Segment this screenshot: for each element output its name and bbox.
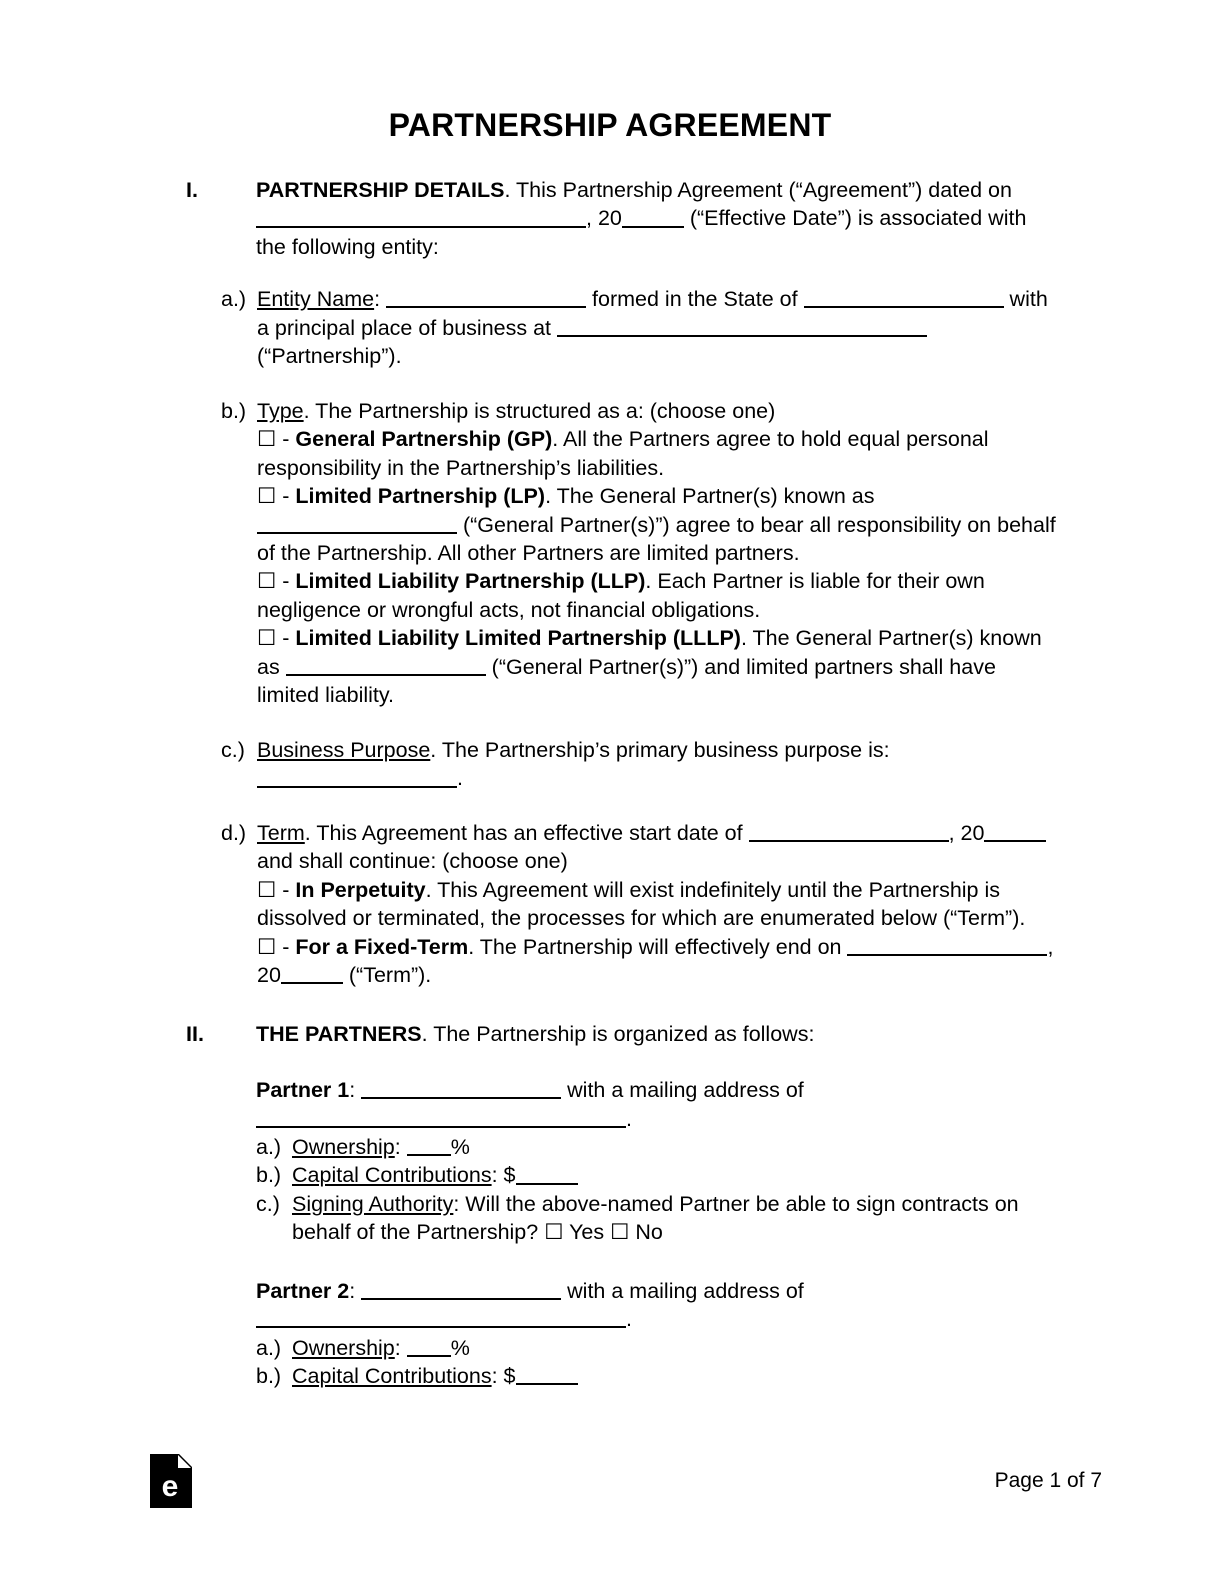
item-marker: a.) [256, 1134, 282, 1159]
item-marker: b.) [221, 398, 247, 423]
ownership-text-1: : [394, 1134, 407, 1159]
partner-1-ownership [256, 1133, 1058, 1161]
entity-address-blank[interactable] [557, 314, 927, 336]
checkbox-lp[interactable]: ☐ [257, 484, 277, 509]
option-llp-text: . Each Partner is liable for their own negligence or wrongful acts, not financial obligations. [257, 569, 985, 622]
option-dash: - [276, 569, 296, 594]
lp-general-partner-blank[interactable] [257, 511, 457, 533]
section-intro-text-3: (“Effective Date”) is associated with the following entity: [256, 206, 1027, 259]
effective-date-blank[interactable] [256, 205, 586, 227]
section-heading: THE PARTNERS [256, 1021, 422, 1046]
signing-no-label: No [629, 1220, 663, 1245]
fixed-term-end-year-blank[interactable] [281, 962, 343, 984]
ownership-text-1: : [394, 1335, 407, 1360]
checkbox-gp[interactable]: ☐ [257, 427, 277, 452]
item-body [292, 1362, 1058, 1390]
item-body [292, 1161, 1058, 1189]
checkbox-signing-no[interactable]: ☐ [610, 1220, 630, 1245]
purpose-text-2: . [457, 766, 463, 791]
item-marker: a.) [256, 1335, 282, 1360]
section-partnership-details [186, 176, 1058, 261]
option-lp-text-b: (“General Partner(s)”) agree to bear all responsibility on behalf of the Partnership. All other Partners are limited partners. [257, 512, 1056, 565]
partner-1-ownership-blank[interactable] [407, 1134, 451, 1156]
item-label: Business Purpose [257, 737, 431, 762]
logo-letter: e [161, 1470, 179, 1503]
partner-2-items [256, 1334, 1058, 1391]
option-dash: - [276, 427, 296, 452]
option-lllp [257, 624, 1058, 709]
item-marker: d.) [221, 820, 247, 845]
option-lllp-label: Limited Liability Limited Partnership (LLLP) [295, 626, 741, 651]
item-business-purpose [221, 736, 1058, 793]
option-lp-text-a: . The General Partner(s) known as [545, 484, 875, 509]
option-perpetuity-label: In Perpetuity [295, 877, 426, 902]
checkbox-llp[interactable]: ☐ [257, 569, 277, 594]
ownership-text-2: % [450, 1335, 470, 1360]
item-marker: a.) [221, 287, 247, 312]
option-general-partnership [257, 425, 1058, 482]
section-intro-text-2: , 20 [586, 206, 622, 231]
option-llp [257, 567, 1058, 624]
item-label: Capital Contributions [292, 1364, 492, 1389]
entity-state-blank[interactable] [804, 286, 1004, 308]
item-body [257, 397, 1058, 710]
partner-2-ownership-blank[interactable] [407, 1334, 451, 1356]
item-entity-name [221, 285, 1058, 370]
option-dash: - [276, 484, 296, 509]
item-body [257, 736, 1058, 793]
option-dash: - [276, 877, 296, 902]
lllp-general-partner-blank[interactable] [286, 654, 486, 676]
document-body [186, 176, 1058, 1391]
checkbox-fixed-term[interactable]: ☐ [257, 934, 277, 959]
signing-yes-label: Yes [563, 1220, 611, 1245]
partner-1-name-blank[interactable] [361, 1077, 561, 1099]
option-fixed-term-label: For a Fixed-Term [295, 934, 469, 959]
partner-1-text-3: . [626, 1106, 632, 1131]
partner-2-capital-blank[interactable] [516, 1363, 578, 1385]
partner-2-name-blank[interactable] [361, 1278, 561, 1300]
item-body [292, 1334, 1058, 1362]
item-label: Signing Authority [292, 1191, 454, 1216]
partner-1-items [256, 1133, 1058, 1247]
item-marker: b.) [256, 1364, 282, 1389]
entity-text-2: formed in the State of [586, 287, 804, 312]
option-perpetuity-text: . This Agreement will exist indefinitely until the Partnership is dissolved or terminated, the processes for which are enumerated below (“Term”). [257, 877, 1026, 931]
section-intro-text-1: . The Partnership is organized as follows: [421, 1021, 815, 1046]
partner-1-capital-blank[interactable] [516, 1162, 578, 1184]
document-page-icon [150, 1454, 192, 1508]
fixed-term-end-date-blank[interactable] [847, 934, 1047, 956]
item-label: Ownership [292, 1335, 395, 1360]
partner-2-text-2: with a mailing address of [561, 1278, 804, 1303]
section-the-partners [186, 1020, 1058, 1048]
term-start-year-blank[interactable] [984, 820, 1046, 842]
item-label: Capital Contributions [292, 1163, 492, 1188]
checkbox-lllp[interactable]: ☐ [257, 626, 277, 651]
section-intro-text-1: . This Partnership Agreement (“Agreement”) dated on [504, 178, 1012, 202]
option-fixed-term [257, 933, 1058, 990]
option-lllp-text-b: (“General Partner(s)”) and limited partners shall have limited liability. [257, 654, 996, 708]
item-marker: c.) [221, 737, 245, 762]
capital-text-1: : $ [491, 1163, 516, 1188]
option-fixed-term-text-c: (“Term”). [342, 963, 432, 988]
term-text-2: , 20 [948, 820, 985, 845]
option-fixed-term-text-b: , 20 [257, 934, 1054, 988]
item-label: Type [257, 398, 304, 423]
page-footer [0, 1448, 1220, 1518]
capital-text-1: : $ [491, 1364, 516, 1389]
partner-1-label: Partner 1 [256, 1078, 350, 1103]
checkbox-signing-yes[interactable]: ☐ [544, 1220, 564, 1245]
option-limited-partnership [257, 482, 1058, 567]
partner-2-label: Partner 2 [256, 1278, 350, 1303]
partner-1-text-1: : [349, 1078, 362, 1103]
section-numeral: II. [186, 1021, 204, 1046]
business-purpose-blank[interactable] [257, 765, 457, 787]
entity-name-blank[interactable] [386, 286, 586, 308]
option-lllp-text-a: . The General Partner(s) known as [257, 626, 1042, 679]
page-number: Page 1 of 7 [994, 1469, 1102, 1492]
partner-1-identity [256, 1076, 1058, 1133]
partner-1-address-blank[interactable] [256, 1105, 626, 1127]
item-body [257, 285, 1058, 370]
section-numeral: I. [186, 178, 198, 202]
partner-2-address-blank[interactable] [256, 1306, 626, 1328]
partner-1-block [256, 1076, 1058, 1247]
page-title: PARTNERSHIP AGREEMENT [388, 107, 832, 143]
option-gp-text: . All the Partners agree to hold equal personal responsibility in the Partnership’s liabilities. [257, 427, 989, 480]
item-label: Term [257, 820, 305, 845]
section-content [256, 176, 1058, 261]
term-text-1: . This Agreement has an effective start date of [304, 820, 749, 845]
option-llp-label: Limited Liability Partnership (LLP) [295, 569, 646, 594]
checkbox-in-perpetuity[interactable]: ☐ [257, 877, 277, 902]
partner-2-block [256, 1277, 1058, 1391]
partner-1-signing-authority [256, 1190, 1058, 1247]
partner-2-text-3: . [626, 1307, 632, 1332]
entity-text-4: (“Partnership”). [257, 344, 402, 369]
item-label: Entity Name [257, 287, 375, 312]
item-marker: c.) [256, 1191, 280, 1216]
entity-text-3: with a principal place of business at [257, 287, 1048, 340]
option-lp-label: Limited Partnership (LP) [295, 484, 546, 509]
partner-2-ownership [256, 1334, 1058, 1362]
term-start-date-blank[interactable] [749, 820, 949, 842]
ownership-text-2: % [450, 1134, 470, 1159]
purpose-text-1: . The Partnership’s primary business purpose is: [430, 737, 890, 762]
item-type [221, 397, 1058, 710]
option-gp-label: General Partnership (GP) [295, 427, 553, 452]
section-content [256, 1020, 1058, 1048]
option-dash: - [276, 934, 296, 959]
section-i-items [186, 285, 1058, 990]
partner-1-text-2: with a mailing address of [561, 1078, 804, 1103]
eforms-logo [150, 1454, 192, 1508]
item-body [292, 1190, 1058, 1247]
partner-1-capital [256, 1161, 1058, 1189]
effective-year-blank[interactable] [622, 205, 684, 227]
option-in-perpetuity [257, 876, 1058, 933]
section-heading: PARTNERSHIP DETAILS [256, 178, 505, 202]
item-body [257, 819, 1058, 990]
type-text-1: . The Partnership is structured as a: (choose one) [303, 398, 776, 423]
option-fixed-term-text-a: . The Partnership will effectively end on [468, 934, 848, 959]
partner-2-identity [256, 1277, 1058, 1334]
signing-text-1: : Will the above-named Partner be able to sign contracts on behalf of the Partnership? [292, 1191, 1019, 1245]
entity-text-1: : [374, 287, 387, 312]
item-term [221, 819, 1058, 990]
partner-2-capital [256, 1362, 1058, 1390]
term-text-3: and shall continue: (choose one) [257, 849, 568, 874]
item-body [292, 1133, 1058, 1161]
item-marker: b.) [256, 1163, 282, 1188]
option-dash: - [276, 626, 296, 651]
partner-2-text-1: : [349, 1278, 362, 1303]
item-label: Ownership [292, 1134, 395, 1159]
